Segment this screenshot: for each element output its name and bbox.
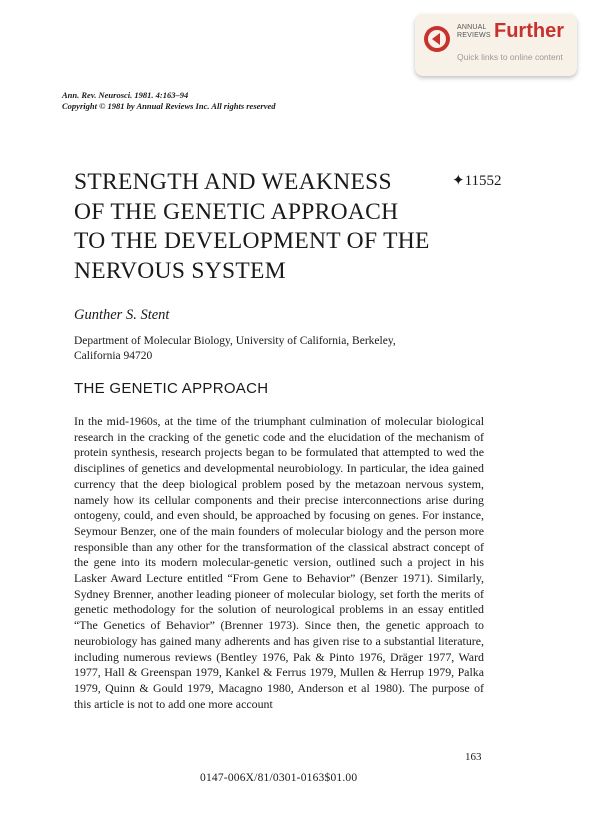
brand-line-2: REVIEWS <box>457 32 491 39</box>
journal-citation: Ann. Rev. Neurosci. 1981. 4:163–94 <box>62 90 189 100</box>
title-line-2: OF THE GENETIC APPROACH <box>74 198 399 225</box>
citation-block <box>62 90 276 112</box>
article-code: ✦11552 <box>452 173 502 189</box>
page-number: 163 <box>465 751 482 763</box>
annual-reviews-wordmark <box>457 24 491 40</box>
title-line-4: NERVOUS SYSTEM <box>74 257 286 284</box>
copyright-line: Copyright © 1981 by Annual Reviews Inc. All rights reserved <box>62 101 276 111</box>
article-title <box>74 168 484 286</box>
author-affiliation <box>74 334 474 364</box>
annual-reviews-logo-icon <box>423 25 451 53</box>
affiliation-line-1: Department of Molecular Biology, University of California, Berkeley, <box>74 335 396 347</box>
title-line-1: STRENGTH AND WEAKNESS <box>74 169 392 195</box>
body-paragraph: In the mid-1960s, at the time of the triumphant culmination of molecular biological research in the cracking of the genetic code and the elucidation of the mechanism of protein synthesis, research projects began to be formulated that attempted to wed the disciplines of genetics and developmental neurobiology. In particular, the idea gained currency that the deep biological problem posed by the metazoan nervous system, namely how its cellular components and their precise interconnections arise during ontogeny, could, and even should, be approached by focusing on genes. For instance, Seymour Benzer, one of the main founders of molecular biology and the person more responsible than any other for the transformation of the classical abstract concept of the gene into its modern molecular-genetic version, outlined such a project in his Lasker Award Lecture entitled “From Gene to Behavior” (Benzer 1971). Similarly, Sydney Brenner, another leading pioneer of molecular biology, set forth the merits of genetic methodology for the solution of neurological problems in an essay entitled “The Genetics of Behavior” (Brenner 1973). Since then, the genetic approach to neurobiology has gained many adherents and has given rise to a substantial literature, including numerous reviews (Bentley 1976, Pak & Pinto 1976, Dräger 1977, Ward 1977, Hall & Greenspan 1979, Kankel & Ferrus 1979, Mullen & Herrup 1979, Palka 1979, Quinn & Gould 1979, Macagno 1980, Anderson et al 1980). The purpose of this article is not to add one more account <box>74 414 484 711</box>
section-heading: THE GENETIC APPROACH <box>74 380 269 397</box>
quick-links-label: Quick links to online content <box>457 52 563 62</box>
affiliation-line-2: California 94720 <box>74 350 153 362</box>
annual-reviews-further-badge[interactable] <box>415 14 577 76</box>
further-label: Further <box>494 20 564 42</box>
title-line-3: TO THE DEVELOPMENT OF THE <box>74 228 430 254</box>
footer-code: 0147-006X/81/0301-0163$01.00 <box>200 772 358 784</box>
brand-line-1: ANNUAL <box>457 24 487 31</box>
author-name: Gunther S. Stent <box>74 307 170 323</box>
